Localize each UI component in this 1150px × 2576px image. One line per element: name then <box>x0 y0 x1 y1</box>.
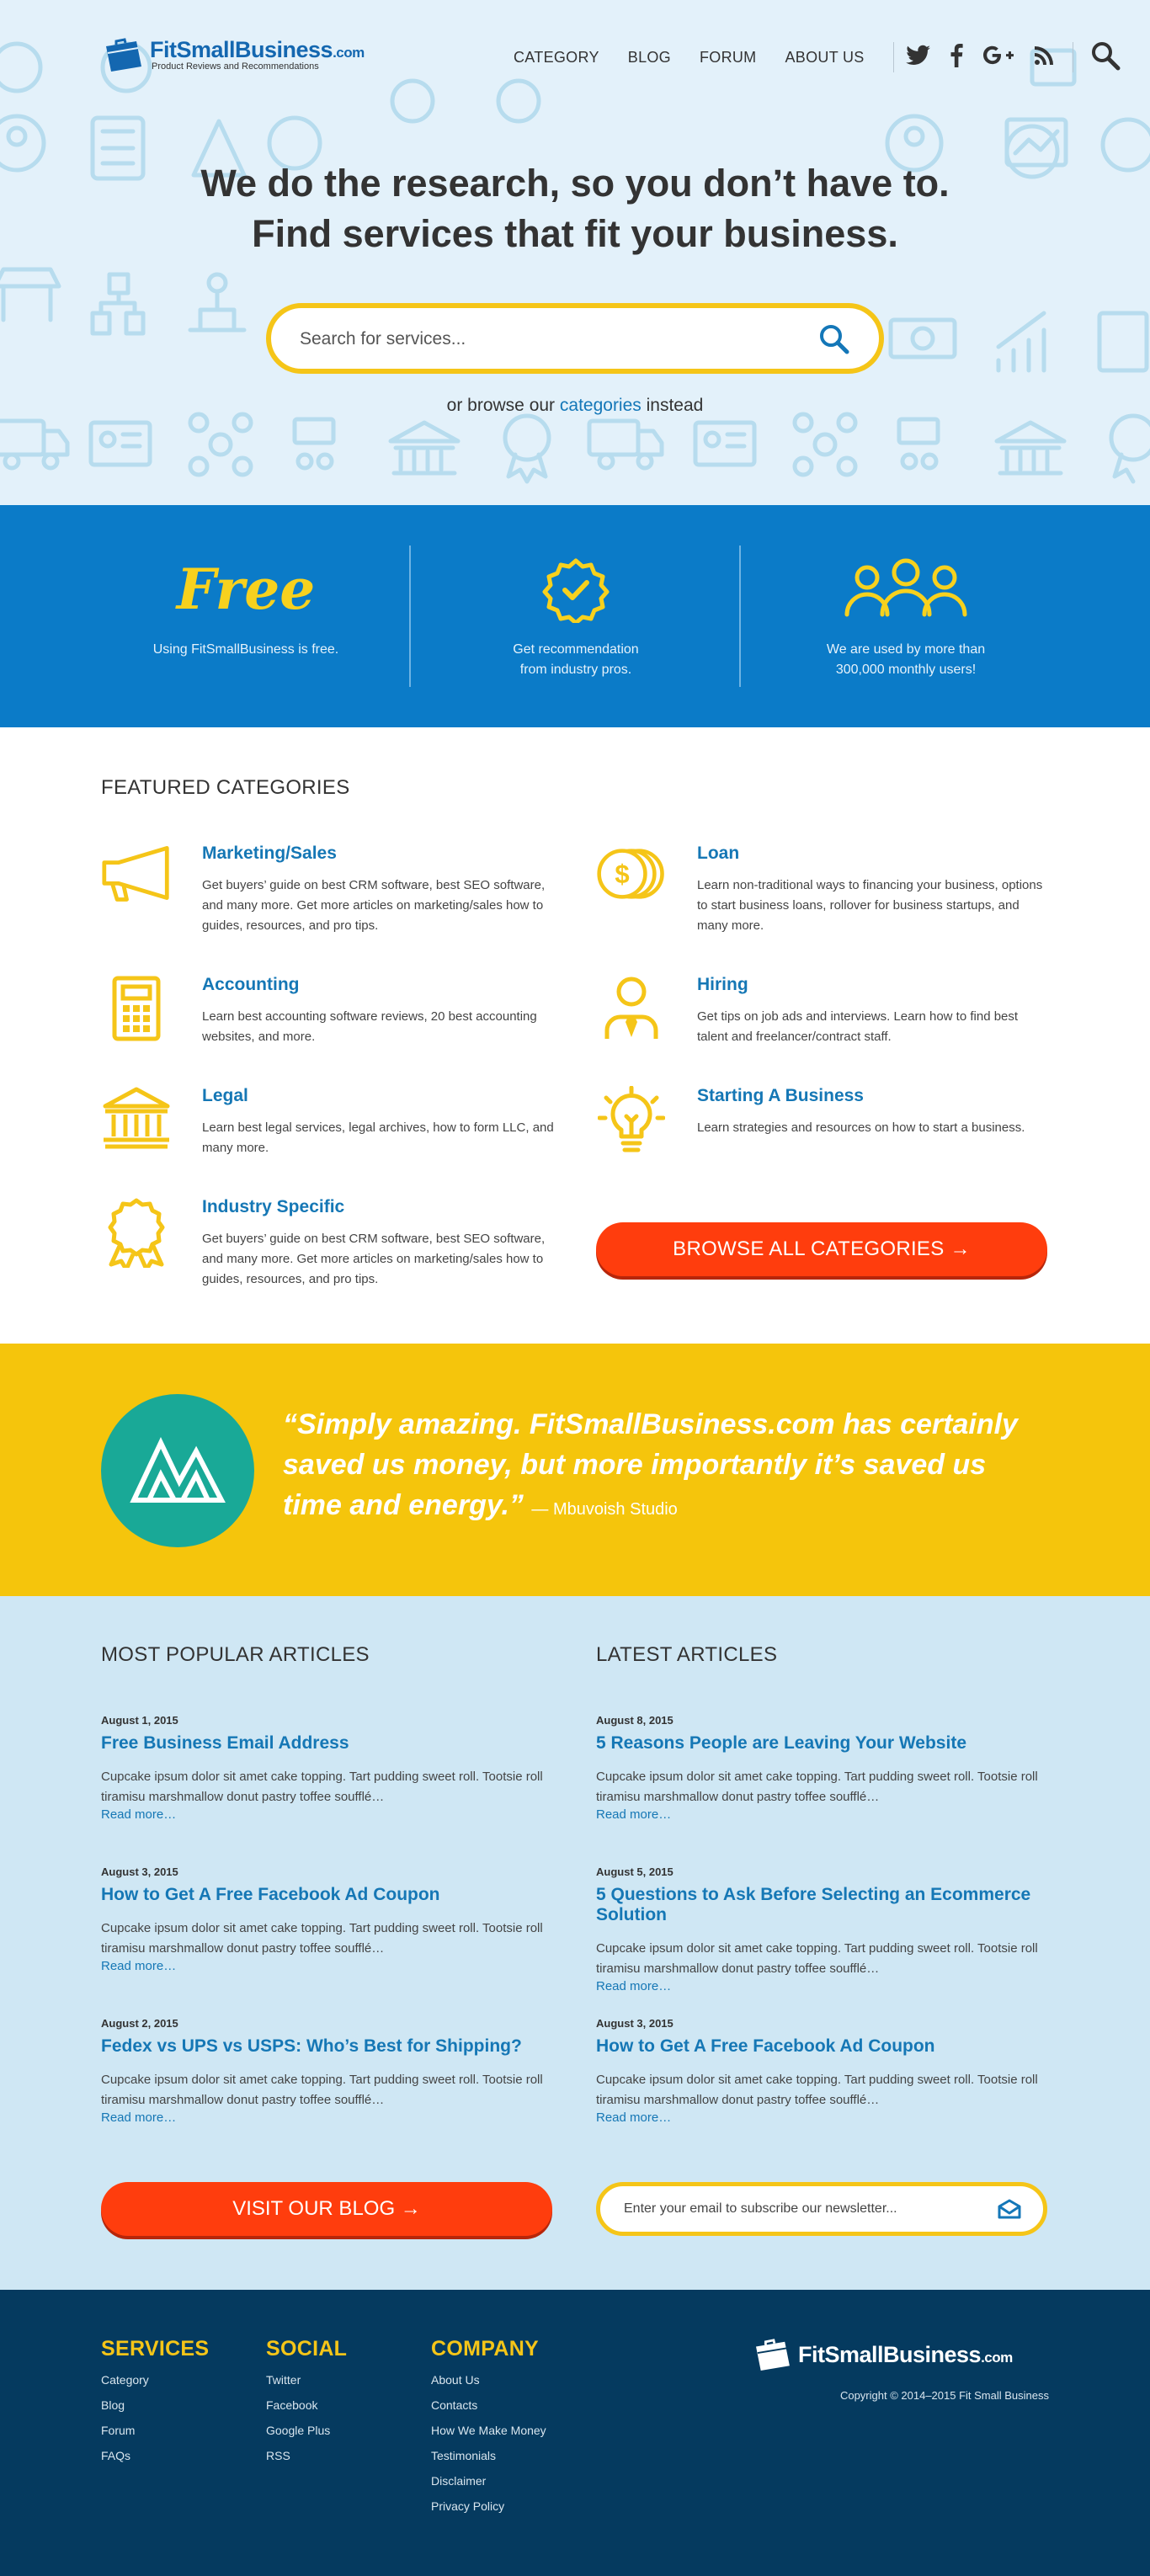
articles-section <box>0 1596 1150 2290</box>
logo-name: FitSmallBusiness <box>150 37 333 62</box>
article-title[interactable]: How to Get A Free Facebook Ad Coupon <box>596 2036 935 2056</box>
category-description: Get tips on job ads and interviews. Learn how to find best talent and freelancer/contract staff. <box>697 1009 1019 1044</box>
read-more-link[interactable]: Read more… <box>101 1807 177 1822</box>
footer-services-column <box>101 2337 209 2462</box>
social-links <box>906 44 1073 72</box>
hero-headline-line2: Find services that fit your business. <box>252 212 898 255</box>
footer-social-column <box>266 2337 347 2462</box>
logo-domain: .com <box>333 45 365 61</box>
free-script-label: Free <box>176 556 316 622</box>
category-description: Get buyers’ guide on best CRM software, best SEO software, and many more. Get more articles on marketing/sales how to guides, resources, and pro tips. <box>202 878 546 933</box>
popular-articles-title: MOST POPULAR ARTICLES <box>101 1643 370 1666</box>
lightbulb-icon <box>598 1086 665 1157</box>
article-item <box>596 1865 1051 1993</box>
logo-text <box>150 37 365 72</box>
testimonial-quote-text: “Simply amazing. FitSmallBusiness.com has certainly saved us money, but more importantly it’s saved us time and energy.” <box>283 1408 1018 1521</box>
category-description: Learn non-traditional ways to financing your business, options to start business loans, rollover for business startups, and many more. <box>697 878 1043 933</box>
benefit-users-line2: 300,000 monthly users! <box>835 663 977 677</box>
envelope-icon[interactable] <box>998 2199 1021 2223</box>
nav-divider <box>893 42 894 72</box>
browse-categories-link[interactable]: categories <box>559 396 642 415</box>
benefits-band <box>0 505 1150 727</box>
briefcase-logo-icon <box>753 2339 791 2371</box>
benefit-recommendation <box>411 505 741 727</box>
facebook-icon[interactable] <box>950 44 963 72</box>
category-name: Marketing/Sales <box>202 844 337 863</box>
read-more-link[interactable]: Read more… <box>101 1959 177 1973</box>
read-more-link[interactable]: Read more… <box>596 1807 672 1822</box>
category-name: Accounting <box>202 975 300 994</box>
article-excerpt: Cupcake ipsum dolor sit amet cake topping. Tart pudding sweet roll. Tootsie roll tiramisu marshmallow donut pastry toffee soufflé… <box>596 2073 1038 2107</box>
article-excerpt: Cupcake ipsum dolor sit amet cake topping. Tart pudding sweet roll. Tootsie roll tiramisu marshmallow donut pastry toffee soufflé… <box>596 1770 1038 1804</box>
footer-link-category[interactable]: Category <box>101 2373 149 2387</box>
footer-link-testimonials[interactable]: Testimonials <box>431 2449 497 2462</box>
browse-prefix: or browse our <box>446 396 556 415</box>
footer-link-google-plus[interactable]: Google Plus <box>266 2424 331 2437</box>
article-date: August 1, 2015 <box>101 1714 178 1727</box>
rss-icon[interactable] <box>1034 45 1054 70</box>
article-title[interactable]: 5 Questions to Ask Before Selecting an Ecommerce Solution <box>596 1885 1031 1924</box>
read-more-link[interactable]: Read more… <box>101 2110 177 2125</box>
footer-heading: COMPANY <box>431 2337 540 2360</box>
footer-link-contacts[interactable]: Contacts <box>431 2398 478 2412</box>
nav-category[interactable]: CATEGORY <box>514 48 599 66</box>
service-search-input[interactable] <box>300 325 771 354</box>
article-excerpt: Cupcake ipsum dolor sit amet cake topping. Tart pudding sweet roll. Tootsie roll tiramisu marshmallow donut pastry toffee soufflé… <box>596 1941 1038 1976</box>
article-item <box>101 2017 556 2125</box>
twitter-icon[interactable] <box>906 45 931 71</box>
newsletter-box <box>596 2182 1047 2236</box>
footer-link-facebook[interactable]: Facebook <box>266 2398 318 2412</box>
copyright-text: Copyright © 2014–2015 Fit Small Business <box>839 2389 1049 2402</box>
category-name: Industry Specific <box>202 1197 345 1216</box>
testimonial-section <box>0 1344 1150 1596</box>
article-title[interactable]: How to Get A Free Facebook Ad Coupon <box>101 1885 440 1904</box>
article-date: August 8, 2015 <box>596 1714 673 1727</box>
svg-text:$: $ <box>615 859 630 889</box>
footer-heading: SERVICES <box>101 2337 210 2360</box>
mountain-m-logo-icon <box>127 1433 228 1509</box>
browse-all-categories-button[interactable]: BROWSE ALL CATEGORIES → <box>596 1222 1047 1276</box>
category-accounting[interactable] <box>101 975 556 1059</box>
users-icon <box>839 556 973 623</box>
category-name: Starting A Business <box>697 1086 864 1105</box>
category-name: Legal <box>202 1086 248 1105</box>
category-description: Learn strategies and resources on how to start a business. <box>697 1120 1025 1135</box>
site-footer <box>0 2290 1150 2576</box>
footer-link-faqs[interactable]: FAQs <box>101 2449 131 2462</box>
category-marketing-sales[interactable] <box>101 844 556 945</box>
badge-check-icon <box>542 556 610 623</box>
footer-logo[interactable] <box>753 2339 1013 2371</box>
read-more-link[interactable]: Read more… <box>596 2110 672 2125</box>
testimonial-quote <box>283 1404 1041 1530</box>
footer-logo-name: FitSmallBusiness <box>798 2341 982 2367</box>
footer-link-rss[interactable]: RSS <box>266 2449 290 2462</box>
top-navigation-bar <box>0 0 1150 118</box>
site-logo[interactable] <box>103 37 365 72</box>
article-item <box>101 1714 556 1822</box>
article-excerpt: Cupcake ipsum dolor sit amet cake topping. Tart pudding sweet roll. Tootsie roll tiramisu marshmallow donut pastry toffee soufflé… <box>101 1921 543 1956</box>
footer-company-column <box>431 2337 546 2513</box>
courthouse-icon <box>102 1086 171 1150</box>
service-search-box <box>266 303 884 374</box>
footer-link-twitter[interactable]: Twitter <box>266 2373 301 2387</box>
article-excerpt: Cupcake ipsum dolor sit amet cake topping. Tart pudding sweet roll. Tootsie roll tiramisu marshmallow donut pastry toffee soufflé… <box>101 2073 543 2107</box>
category-legal[interactable] <box>101 1086 556 1170</box>
footer-link-privacy-policy[interactable]: Privacy Policy <box>431 2499 505 2513</box>
main-nav <box>514 44 1121 71</box>
benefit-free-text: Using FitSmallBusiness is free. <box>152 642 339 657</box>
search-icon[interactable] <box>1090 40 1121 75</box>
visit-blog-button[interactable]: VISIT OUR BLOG → <box>101 2182 552 2236</box>
category-loan[interactable] <box>596 844 1051 945</box>
footer-link-disclaimer[interactable]: Disclaimer <box>431 2474 487 2488</box>
benefit-users <box>741 505 1071 727</box>
category-description: Get buyers’ guide on best CRM software, best SEO software, and many more. Get more articles on marketing/sales how to guides, resources, and pro tips. <box>202 1232 546 1286</box>
coins-icon <box>596 844 667 904</box>
google-plus-icon[interactable] <box>982 45 1015 71</box>
hero-section <box>0 0 1150 505</box>
benefit-rec-line1: Get recommendation <box>513 642 639 657</box>
article-title[interactable]: 5 Reasons People are Leaving Your Website <box>596 1733 966 1753</box>
category-starting-a-business[interactable] <box>596 1086 1051 1170</box>
latest-articles-title: LATEST ARTICLES <box>596 1643 778 1666</box>
benefit-users-line1: We are used by more than <box>826 642 986 657</box>
search-submit-icon[interactable] <box>818 323 850 359</box>
calculator-icon <box>109 975 163 1042</box>
article-title[interactable]: Fedex vs UPS vs USPS: Who’s Best for Shipping? <box>101 2036 522 2056</box>
category-description: Learn best accounting software reviews, 20 best accounting websites, and more. <box>202 1009 537 1044</box>
category-description: Learn best legal services, legal archives, how to form LLC, and many more. <box>202 1120 554 1155</box>
category-hiring[interactable] <box>596 975 1051 1059</box>
logo-tagline: Product Reviews and Recommendations <box>152 61 319 72</box>
benefit-rec-line2: from industry pros. <box>519 663 632 677</box>
featured-title: FEATURED CATEGORIES <box>101 776 350 799</box>
benefit-free <box>81 505 411 727</box>
award-ribbon-icon <box>104 1197 168 1268</box>
footer-link-about-us[interactable]: About Us <box>431 2373 480 2387</box>
article-item <box>596 2017 1051 2125</box>
category-name: Hiring <box>697 975 748 994</box>
article-date: August 5, 2015 <box>596 1865 673 1878</box>
footer-link-forum[interactable]: Forum <box>101 2424 136 2437</box>
article-date: August 3, 2015 <box>596 2017 673 2030</box>
browse-suffix: instead <box>646 396 704 415</box>
nav-blog[interactable]: BLOG <box>627 48 671 66</box>
hero-headline <box>0 158 1150 259</box>
featured-categories-section <box>0 727 1150 1344</box>
testimonial-client-logo <box>101 1394 254 1547</box>
category-name: Loan <box>697 844 740 863</box>
article-title[interactable]: Free Business Email Address <box>101 1733 349 1753</box>
briefcase-logo-icon <box>103 38 143 72</box>
footer-logo-domain: .com <box>981 2349 1013 2366</box>
nav-about-us[interactable]: ABOUT US <box>785 48 865 66</box>
hero-headline-line1: We do the research, so you don’t have to. <box>200 162 950 205</box>
newsletter-email-input[interactable] <box>624 2198 977 2220</box>
footer-link-blog[interactable]: Blog <box>101 2398 125 2412</box>
article-date: August 3, 2015 <box>101 1865 178 1878</box>
person-tie-icon <box>602 975 661 1042</box>
article-excerpt: Cupcake ipsum dolor sit amet cake topping. Tart pudding sweet roll. Tootsie roll tiramisu marshmallow donut pastry toffee soufflé… <box>101 1770 543 1804</box>
article-item <box>596 1714 1051 1822</box>
nav-forum[interactable]: FORUM <box>699 48 757 66</box>
footer-heading: SOCIAL <box>266 2337 348 2360</box>
article-date: August 2, 2015 <box>101 2017 178 2030</box>
testimonial-author: — Mbuvoish Studio <box>531 1500 678 1519</box>
footer-link-how-we-make-money[interactable]: How We Make Money <box>431 2424 546 2437</box>
article-item <box>101 1865 556 1973</box>
megaphone-icon <box>101 844 172 902</box>
browse-categories-line <box>0 396 1150 416</box>
read-more-link[interactable]: Read more… <box>596 1979 672 1993</box>
category-industry-specific[interactable] <box>101 1197 556 1298</box>
